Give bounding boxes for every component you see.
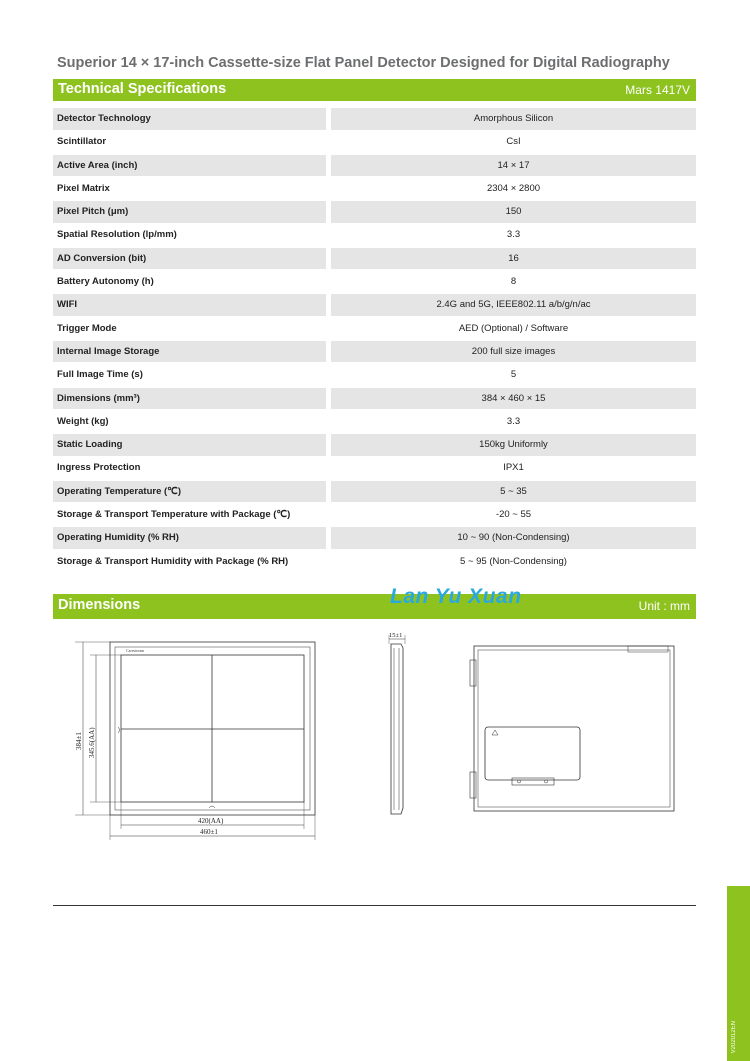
- width-active-label: 420(AA): [198, 817, 224, 825]
- unit-label: Unit : mm: [638, 599, 690, 613]
- spec-value: 150: [331, 201, 696, 223]
- spec-value: 16: [331, 248, 696, 270]
- spec-value: CsI: [506, 136, 521, 148]
- spec-label: WIFI: [53, 294, 326, 316]
- specs-heading: Technical Specifications: [58, 81, 227, 97]
- footer-code: V202012EN: [731, 1020, 737, 1053]
- front-view-drawing: [60, 632, 330, 842]
- height-outer-label: 384±1: [75, 732, 83, 750]
- spec-label: Weight (kg): [57, 415, 109, 427]
- spec-label: Storage & Transport Humidity with Package (% RH): [57, 555, 289, 567]
- spec-value: AED (Optional) / Software: [458, 322, 569, 334]
- spec-label: Operating Humidity (% RH): [53, 527, 326, 549]
- spec-value: 8: [510, 276, 517, 288]
- spec-label: Full Image Time (s): [57, 369, 143, 381]
- spec-row: [53, 131, 696, 154]
- spec-value: 5 ~ 95 (Non-Condensing): [460, 555, 567, 567]
- footer-rule: [53, 905, 696, 906]
- spec-row: [53, 178, 696, 201]
- spec-row: [53, 364, 696, 387]
- spec-row: [53, 457, 696, 480]
- battery-compartment: [485, 727, 580, 780]
- spec-label: Spatial Resolution (lp/mm): [57, 229, 177, 241]
- spec-value: IPX1: [503, 462, 524, 474]
- spec-row: [53, 294, 696, 317]
- spec-row: [53, 434, 696, 457]
- height-active-label: 345.6(AA): [88, 727, 96, 758]
- spec-label: Pixel Matrix: [57, 182, 110, 194]
- spec-row: [53, 551, 696, 574]
- spec-label: AD Conversion (bit): [53, 248, 326, 270]
- spec-label: Scintillator: [57, 136, 107, 148]
- spec-row: [53, 504, 696, 527]
- spec-label: Operating Temperature (℃): [53, 481, 326, 503]
- spec-label: Ingress Protection: [57, 462, 141, 474]
- spec-row: [53, 248, 696, 271]
- specs-table: [53, 108, 696, 574]
- model-name: Mars 1417V: [625, 83, 690, 97]
- document-title: Superior 14 × 17-inch Cassette-size Flat Panel Detector Designed for Digital Radiography: [57, 55, 670, 71]
- spec-label: Static Loading: [53, 434, 326, 456]
- spec-value: 5 ~ 35: [331, 481, 696, 503]
- spec-value: Amorphous Silicon: [331, 108, 696, 130]
- side-profile: [391, 644, 403, 814]
- spec-row: [53, 318, 696, 341]
- spec-row: [53, 388, 696, 411]
- back-panel-outline: [474, 646, 674, 811]
- spec-value: 150kg Uniformly: [331, 434, 696, 456]
- spec-row: [53, 108, 696, 131]
- spec-label: Pixel Pitch (μm): [53, 201, 326, 223]
- panel-outline: [110, 642, 315, 815]
- svg-text:Carestream: Carestream: [126, 648, 145, 653]
- spec-label: Internal Image Storage: [53, 341, 326, 363]
- watermark: Lan Yu Xuan: [390, 585, 522, 608]
- spec-value: 14 × 17: [331, 155, 696, 177]
- spec-label: Active Area (inch): [53, 155, 326, 177]
- back-view-drawing: [468, 642, 688, 817]
- spec-row: [53, 341, 696, 364]
- side-tab: [727, 886, 750, 1061]
- spec-value: 10 ~ 90 (Non-Condensing): [331, 527, 696, 549]
- spec-value: -20 ~ 55: [495, 509, 532, 521]
- width-outer-label: 460±1: [200, 828, 218, 836]
- spec-label: Trigger Mode: [57, 322, 117, 334]
- dimensions-heading: Dimensions: [58, 597, 141, 613]
- spec-value: 5: [510, 369, 517, 381]
- spec-value: 3.3: [506, 415, 521, 427]
- spec-row: [53, 224, 696, 247]
- spec-row: [53, 155, 696, 178]
- spec-row: [53, 481, 696, 504]
- spec-value: 200 full size images: [331, 341, 696, 363]
- spec-row: [53, 201, 696, 224]
- side-view-drawing: [375, 630, 425, 820]
- spec-value: 2304 × 2800: [486, 182, 541, 194]
- spec-label: Detector Technology: [53, 108, 326, 130]
- spec-value: 384 × 460 × 15: [331, 388, 696, 410]
- spec-label: Battery Autonomy (h): [57, 276, 154, 288]
- spec-row: [53, 411, 696, 434]
- spec-label: Dimensions (mm³): [53, 388, 326, 410]
- spec-row: [53, 271, 696, 294]
- active-area: [121, 655, 304, 802]
- spec-label: Storage & Transport Temperature with Package (℃): [57, 509, 291, 521]
- specs-header-bar: [53, 79, 696, 101]
- spec-value: 3.3: [506, 229, 521, 241]
- thickness-label: 15±1: [389, 632, 403, 639]
- spec-row: [53, 527, 696, 550]
- dimensions-header-bar: [53, 594, 696, 619]
- spec-value: 2.4G and 5G, IEEE802.11 a/b/g/n/ac: [331, 294, 696, 316]
